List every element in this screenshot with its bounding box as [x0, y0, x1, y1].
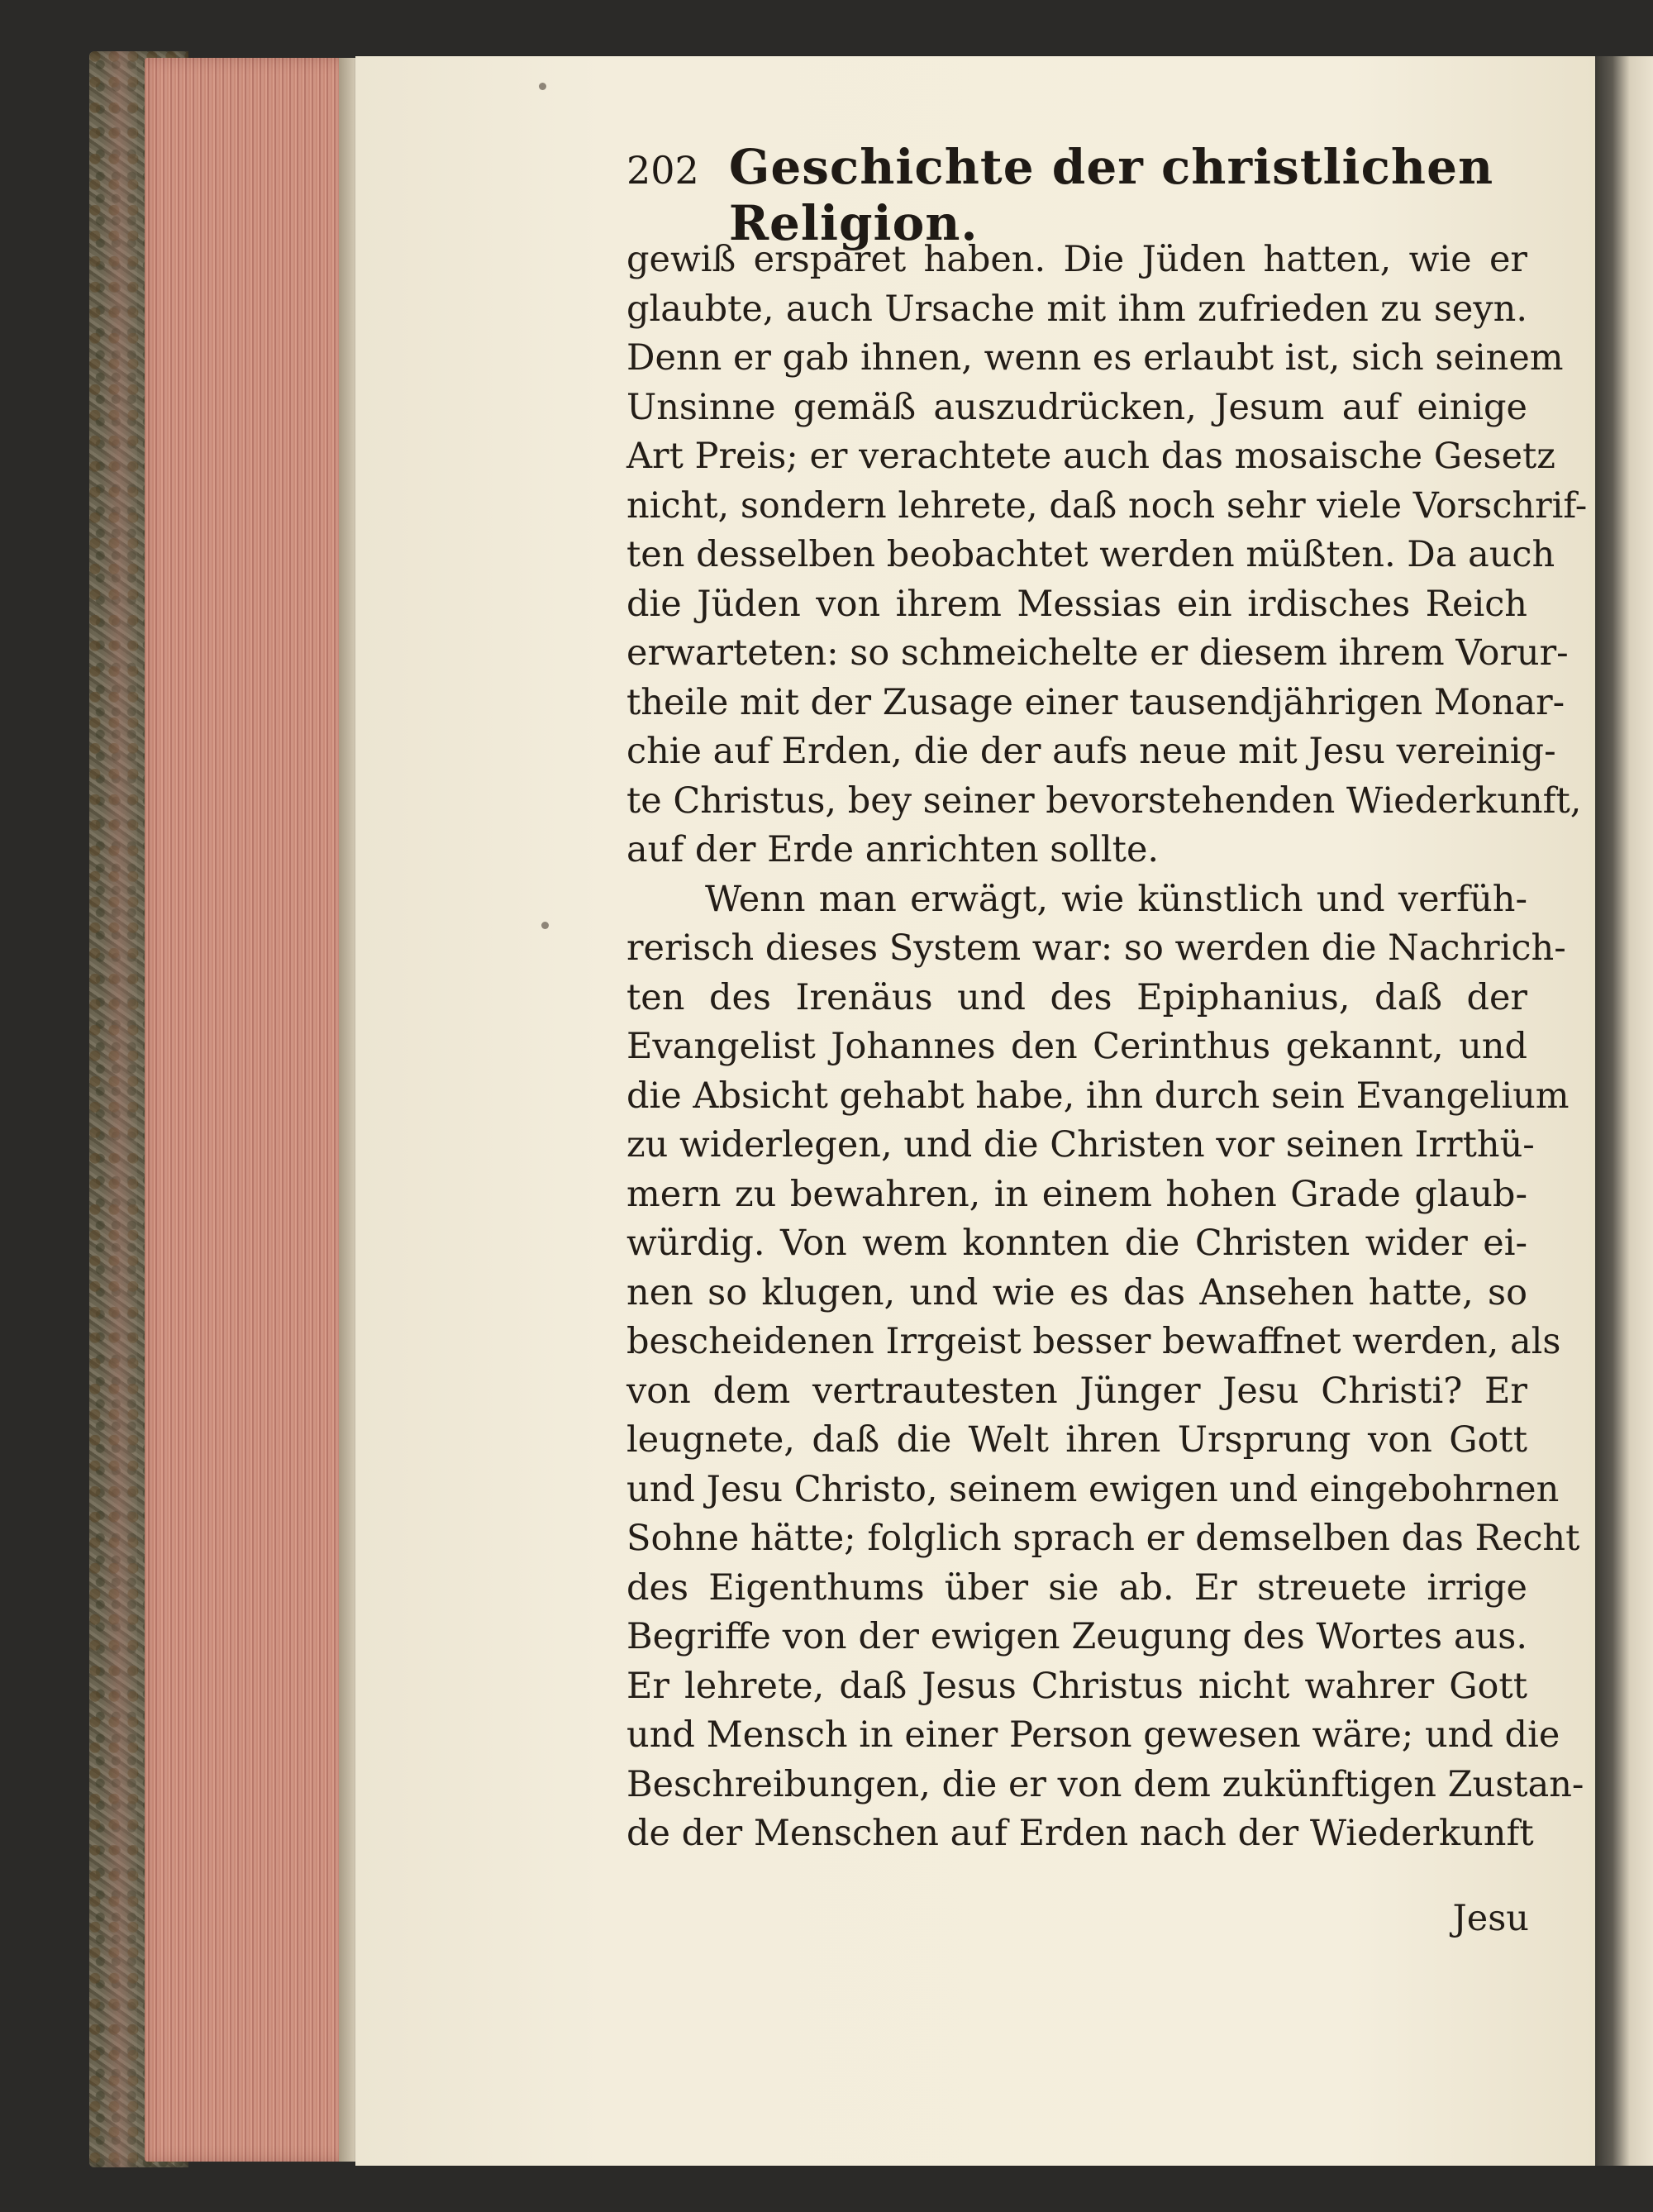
text-line: ten des Irenäus und des Epiphanius, daß der — [626, 976, 1527, 1018]
text-line: glaubte, auch Ursache mit ihm zufrieden zu seyn. — [626, 288, 1527, 330]
text-line: und Jesu Christo, seinem ewigen und eingebohrnen — [626, 1468, 1560, 1510]
text-line: Unsinne gemäß auszudrücken, Jesum auf einige — [626, 386, 1527, 428]
text-line: Sohne hätte; folglich sprach er demselben das Recht — [626, 1518, 1580, 1559]
text-line: te Christus, bey seiner bevorstehenden Wiederkunft, — [626, 779, 1582, 822]
red-page-edges — [145, 58, 351, 2162]
ink-speck — [539, 83, 546, 90]
text-line: de der Menschen auf Erden nach der Wiederkunft — [626, 1813, 1534, 1854]
text-line: die Jüden von ihrem Messias ein irdisches Reich — [626, 583, 1527, 625]
text-line: auf der Erde anrichten sollte. — [626, 829, 1160, 870]
text-line: erwarteten: so schmeichelte er diesem ihrem Vorur- — [626, 632, 1569, 674]
page-number: 202 — [626, 148, 699, 193]
text-line: des Eigenthums über sie ab. Er streuete irrige — [626, 1566, 1527, 1609]
cover-edge — [101, 51, 137, 2167]
text-line: theile mit der Zusage einer tausendjährigen Monar- — [626, 681, 1565, 723]
text-line: gewiß ersparet haben. Die Jüden hatten, wie er — [626, 239, 1527, 280]
text-line: nicht, sondern lehrete, daß noch sehr viele Vorschrif- — [626, 484, 1588, 527]
text-line: bescheidenen Irrgeist besser bewaffnet werden, als — [626, 1321, 1561, 1362]
page-header — [626, 139, 1536, 251]
text-line: chie auf Erden, die der aufs neue mit Jesu vereinig- — [626, 731, 1556, 772]
text-line: Beschreibungen, die er von dem zukünftigen Zustan- — [626, 1763, 1584, 1805]
text-line: zu widerlegen, und die Christen vor seinen Irrthü- — [626, 1124, 1535, 1166]
text-line: Begriffe von der ewigen Zeugung des Wortes aus. — [626, 1616, 1527, 1657]
text-line: ten desselben beobachtet werden müßten. Da auch — [626, 534, 1555, 575]
text-line: Denn er gab ihnen, wenn es erlaubt ist, sich seinem — [626, 337, 1564, 379]
text-line: mern zu bewahren, in einem hohen Grade glaub- — [626, 1173, 1527, 1215]
body-text — [626, 236, 1588, 1859]
running-head: Geschichte der christlichen Religion. — [728, 139, 1494, 251]
text-line: und Mensch in einer Person gewesen wäre; und die — [626, 1714, 1560, 1756]
text-line: Art Preis; er verachtete auch das mosaische Gesetz — [626, 436, 1555, 477]
text-line: würdig. Von wem konnten die Christen wider ei- — [626, 1223, 1527, 1264]
ink-speck — [541, 922, 549, 929]
catchword: Jesu — [1452, 1898, 1529, 1939]
next-page-edge — [1595, 56, 1653, 2166]
text-line: Evangelist Johannes den Cerinthus gekannt, und — [626, 1026, 1527, 1067]
text-line: rerisch dieses System war: so werden die Nachrich- — [626, 927, 1566, 969]
paragraph-start-line: Wenn man erwägt, wie künstlich und verfüh- — [705, 878, 1527, 920]
text-line: leugnete, daß die Welt ihren Ursprung von Gott — [626, 1419, 1527, 1461]
text-line: Er lehrete, daß Jesus Christus nicht wahrer Gott — [626, 1665, 1527, 1707]
text-line: von dem vertrautesten Jünger Jesu Christi? Er — [626, 1370, 1527, 1412]
text-line: die Absicht gehabt habe, ihn durch sein Evangelium — [626, 1075, 1570, 1117]
text-line: nen so klugen, und wie es das Ansehen hatte, so — [626, 1271, 1527, 1313]
